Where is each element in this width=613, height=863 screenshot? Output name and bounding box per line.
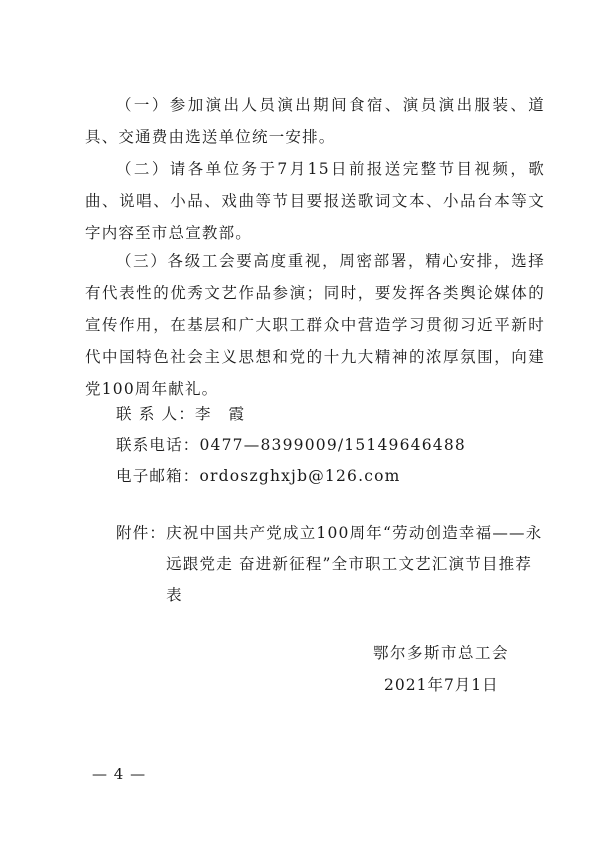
- contact-phone: 联系电话：0477—8399009/15149646488: [116, 436, 466, 454]
- signature-date: 2021年7月1日: [384, 676, 499, 694]
- contact-person: 联 系 人：李 霞: [116, 405, 246, 423]
- contact-email: 电子邮箱：ordoszghxjb@126.com: [116, 467, 401, 485]
- signature-organization: 鄂尔多斯市总工会: [373, 644, 510, 662]
- attachment-text: 庆祝中国共产党成立100周年“劳动创造幸福——永远跟党走 奋进新征程”全市职工文艺汇演节目推荐表: [166, 524, 543, 604]
- paragraph-requirements: （三）各级工会要高度重视，周密部署，精心安排，选择有代表性的优秀文艺作品参演；同时，要发挥各类舆论媒体的宣传作用，在基层和广大职工群众中营造学习贯彻习近平新时代中国特色社会主义思想和党的十九大精神的浓厚氛围，向建党100周年献礼。: [85, 252, 545, 398]
- attachment-note: [116, 518, 546, 611]
- attachment-label: 附件：: [116, 524, 167, 542]
- paragraph-submission: （二）请各单位务于7月15日前报送完整节目视频，歌曲、说唱、小品、戏曲等节目要报送歌词文本、小品台本等文字内容至市总宣教部。: [85, 160, 545, 242]
- paragraph-accommodation: （一）参加演出人员演出期间食宿、演员演出服装、道具、交通费由选送单位统一安排。: [85, 96, 545, 146]
- page-number: — 4 —: [92, 765, 147, 783]
